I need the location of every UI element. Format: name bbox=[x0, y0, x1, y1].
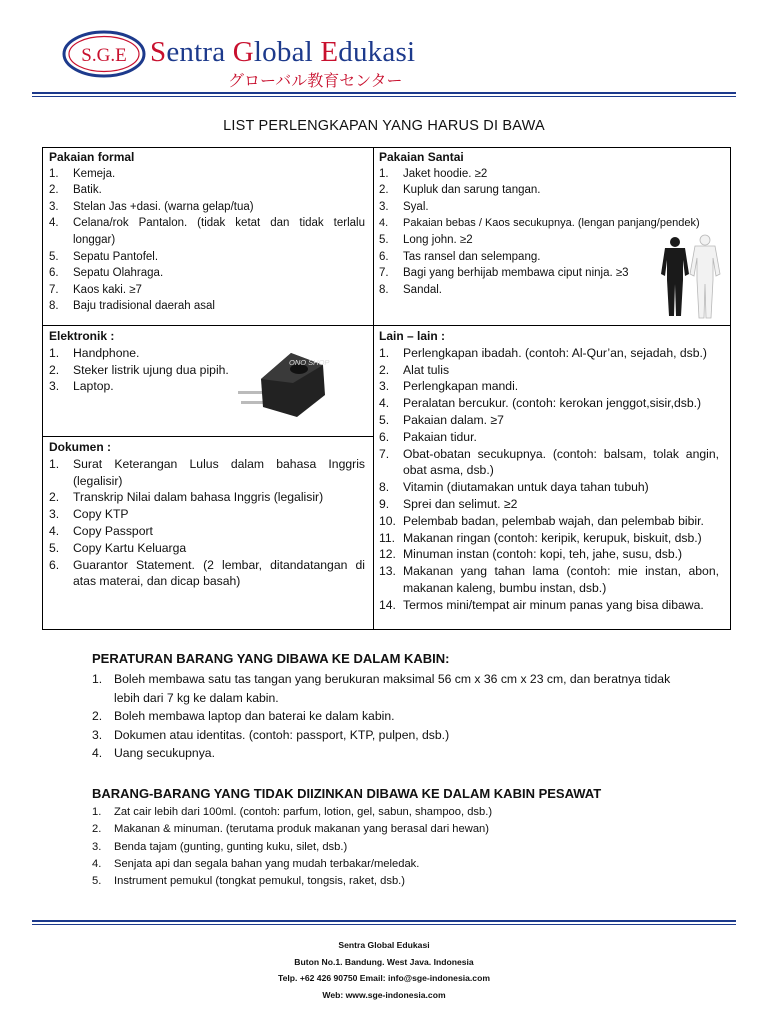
list-item: 2. Boleh membawa laptop dan baterai ke dalam kabin. bbox=[92, 709, 395, 723]
list-item: 11. Makanan ringan (contoh: keripik, kerupuk, biskuit, dsb.) bbox=[379, 530, 702, 545]
lain-lain-cell bbox=[379, 328, 719, 614]
list-item: 6. Sepatu Olahraga. bbox=[49, 267, 164, 280]
footer-contact: Telp. +62 426 90750 Email: info@sge-indonesia.com bbox=[278, 973, 490, 983]
pakaian-formal-cell bbox=[49, 149, 365, 315]
footer-rule bbox=[32, 920, 736, 925]
peraturan-title: PERATURAN BARANG YANG DIBAWA KE DALAM KABIN: bbox=[92, 651, 450, 666]
watermark-text: ONO SHOP bbox=[289, 358, 330, 367]
list-item: 5. Pakaian dalam. ≥7 bbox=[379, 412, 504, 427]
larangan-title: BARANG-BARANG YANG TIDAK DIIZINKAN DIBAWA KE DALAM KABIN PESAWAT bbox=[92, 786, 602, 801]
pakaian-formal-list bbox=[49, 166, 365, 315]
footer-web: Web: www.sge-indonesia.com bbox=[322, 989, 446, 1000]
elektronik-cell bbox=[49, 328, 249, 395]
list-item: 1. Jaket hoodie. ≥2 bbox=[379, 167, 488, 180]
list-item: 1. Boleh membawa satu tas tangan yang berukuran maksimal 56 cm x 36 cm x 23 cm, dan beratnya tidak lebih dari 7 kg ke dalam kabin. bbox=[92, 672, 671, 705]
sge-logo bbox=[62, 30, 146, 78]
table-divider bbox=[373, 148, 374, 629]
list-item: 3. Copy KTP bbox=[49, 507, 129, 522]
footer-company: Sentra Global Edukasi bbox=[338, 940, 430, 950]
list-item: 7. Bagi yang berhijab membawa ciput ninja. ≥3 bbox=[379, 267, 629, 280]
list-item: 2. Transkrip Nilai dalam bahasa Inggris (legalisir) bbox=[49, 490, 324, 505]
list-item: 2. Makanan & minuman. (terutama produk makanan yang berasal dari hewan) bbox=[92, 823, 489, 836]
list-item: 4. Pakaian bebas / Kaos secukupnya. (lengan panjang/pendek) bbox=[379, 217, 700, 230]
brand-japanese: グローバル教育センター bbox=[228, 71, 403, 90]
list-item: 5. Instrument pemukul (tongkat pemukul, tongsis, raket, dsb.) bbox=[92, 875, 406, 888]
dokumen-title: Dokumen : bbox=[49, 440, 112, 454]
logo-text: S.G.E bbox=[81, 45, 127, 66]
list-item: 4. Senjata api dan segala bahan yang mudah terbakar/meledak. bbox=[92, 857, 420, 870]
list-item: 6. Tas ransel dan selempang. bbox=[379, 250, 541, 263]
list-item: 7. Obat-obatan secukupnya. (contoh: balsam, tolak angin, obat asma, dsb.) bbox=[379, 446, 719, 478]
list-item: 4. Uang secukupnya. bbox=[92, 746, 215, 760]
footer-address: Buton No.1. Bandung. West Java. Indonesia bbox=[294, 956, 474, 967]
long-john-image bbox=[653, 234, 729, 320]
list-item: 4. Celana/rok Pantalon. (tidak ketat dan tidak terlalu longgar) bbox=[49, 217, 365, 246]
list-item: 10. Pelembab badan, pelembab wajah, dan pelembab bibir. bbox=[379, 513, 704, 528]
list-title: LIST PERLENGKAPAN YANG HARUS DI BAWA bbox=[223, 118, 545, 134]
list-item: 3. Stelan Jas +dasi. (warna gelap/tua) bbox=[49, 200, 254, 213]
elektronik-title: Elektronik : bbox=[49, 329, 115, 343]
items-table bbox=[42, 147, 731, 630]
plug-adapter-image bbox=[233, 343, 333, 423]
pakaian-formal-title: Pakaian formal bbox=[49, 150, 135, 164]
dokumen-list bbox=[49, 456, 365, 590]
list-item: 1. Zat cair lebih dari 100ml. (contoh: parfum, lotion, gel, sabun, shampoo, dsb.) bbox=[92, 806, 493, 818]
list-item: 8. Vitamin (diutamakan untuk daya tahan tubuh) bbox=[379, 480, 649, 495]
list-item: 1. Perlengkapan ibadah. (contoh: Al-Qur’an, sejadah, dsb.) bbox=[379, 345, 707, 360]
elektronik-list bbox=[49, 345, 249, 395]
list-item: 5. Copy Kartu Keluarga bbox=[49, 540, 187, 555]
list-item: 1. Surat Keterangan Lulus dalam bahasa Inggris (legalisir) bbox=[49, 456, 365, 488]
table-divider bbox=[43, 325, 730, 326]
brand-name: Sentra Global Edukasi bbox=[150, 36, 416, 68]
list-item: 5. Sepatu Pantofel. bbox=[49, 250, 159, 263]
pakaian-santai-title: Pakaian Santai bbox=[379, 150, 464, 164]
list-item: 3. Syal. bbox=[379, 200, 429, 213]
list-item: 13. Makanan yang tahan lama (contoh: mie instan, abon, makanan kaleng, bumbu instan, dsb.) bbox=[379, 564, 719, 595]
list-item: 8. Sandal. bbox=[379, 283, 443, 296]
list-item: 4. Peralatan bercukur. (contoh: kerokan jenggot,sisir,dsb.) bbox=[379, 396, 702, 411]
list-item: 6. Pakaian tidur. bbox=[379, 429, 477, 444]
list-item: 9. Sprei dan selimut. ≥2 bbox=[379, 496, 518, 511]
list-item: 5. Long john. ≥2 bbox=[379, 233, 473, 246]
list-item: 12. Minuman instan (contoh: kopi, teh, jahe, susu, dsb.) bbox=[379, 547, 683, 562]
dokumen-cell bbox=[49, 439, 365, 590]
list-item: 3. Benda tajam (gunting, gunting kuku, silet, dsb.) bbox=[92, 840, 348, 853]
list-item: 2. Batik. bbox=[49, 184, 102, 197]
peraturan-list bbox=[92, 670, 677, 763]
list-item: 3. Perlengkapan mandi. bbox=[379, 379, 519, 394]
list-item: 7. Kaos kaki. ≥7 bbox=[49, 283, 142, 296]
list-item: 1. Kemeja. bbox=[49, 167, 116, 180]
lain-lain-title: Lain – lain : bbox=[379, 329, 446, 343]
larangan-list bbox=[92, 804, 677, 890]
list-item: 1. Handphone. bbox=[49, 345, 140, 360]
list-item: 2. Steker listrik ujung dua pipih. bbox=[49, 362, 229, 377]
footer bbox=[0, 937, 768, 1003]
list-item: 8. Baju tradisional daerah asal bbox=[49, 300, 215, 313]
list-item: 4. Copy Passport bbox=[49, 523, 153, 538]
lain-lain-list bbox=[379, 345, 719, 614]
table-divider bbox=[43, 436, 373, 437]
list-item: 2. Alat tulis bbox=[379, 362, 450, 377]
list-item: 14. Termos mini/tempat air minum panas yang bisa dibawa. bbox=[379, 597, 704, 612]
list-item: 3. Laptop. bbox=[49, 379, 114, 394]
header-rule bbox=[32, 92, 736, 97]
list-item: 6. Guarantor Statement. (2 lembar, ditandatangan di atas materai, dan dicap basah) bbox=[49, 557, 365, 589]
list-item: 3. Dokumen atau identitas. (contoh: passport, KTP, pulpen, dsb.) bbox=[92, 727, 450, 742]
list-item: 2. Kupluk dan sarung tangan. bbox=[379, 184, 541, 197]
